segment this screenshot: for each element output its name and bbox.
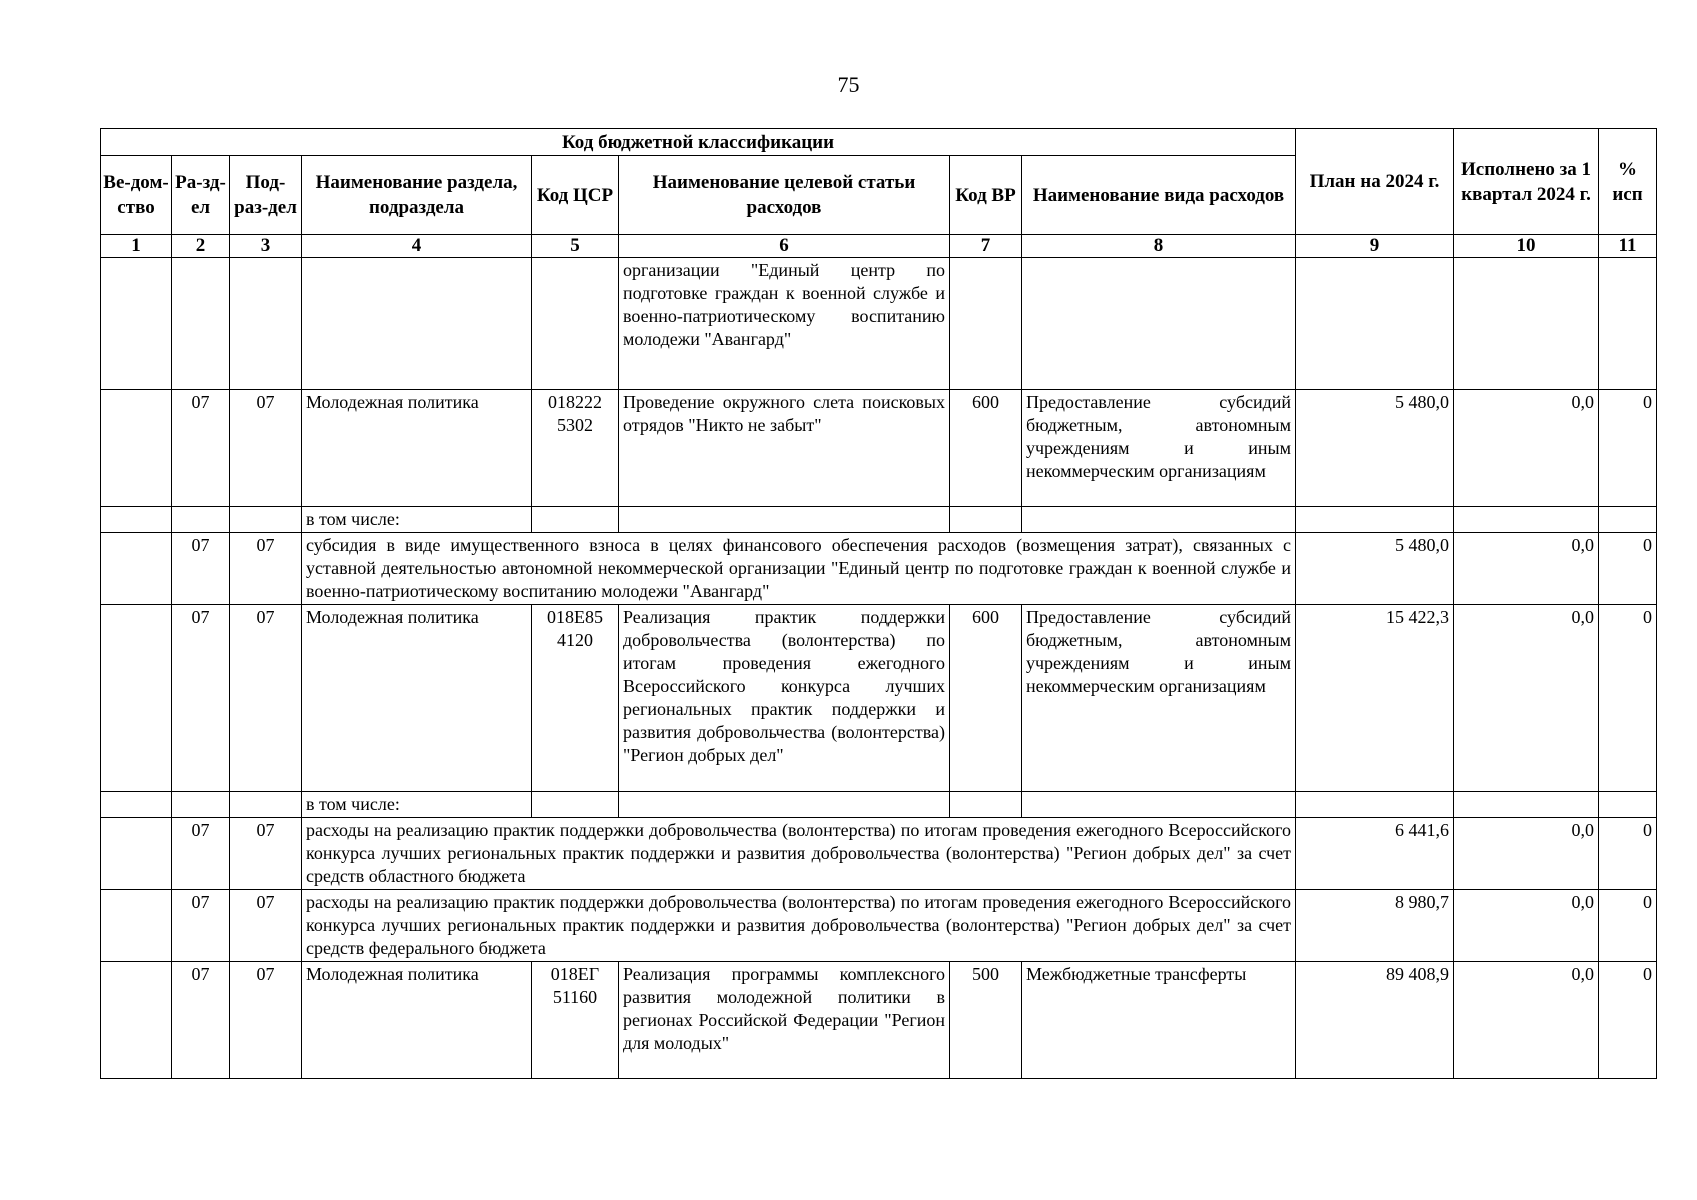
razdel-cell: 07: [172, 533, 230, 605]
pct-cell: 0: [1599, 962, 1657, 1079]
vr-name-cell: Предоставление субсидий бюджетным, автономным учреждениям и иным некоммерческим организациям: [1022, 605, 1296, 792]
vr-cell: 600: [950, 390, 1022, 507]
razdel-cell: 07: [172, 962, 230, 1079]
column-number: 3: [230, 235, 302, 258]
column-number: 10: [1454, 235, 1599, 258]
podrazdel-cell: 07: [230, 818, 302, 890]
budget-table: [100, 128, 1657, 1079]
vr-name-cell: Предоставление субсидий бюджетным, автономным учреждениям и иным некоммерческим организациям: [1022, 390, 1296, 507]
podrazdel-cell: 07: [230, 890, 302, 962]
table-row: [101, 890, 1657, 962]
pct-cell: 0: [1599, 605, 1657, 792]
target-name-cell: Проведение окружного слета поисковых отрядов "Никто не забыт": [619, 390, 950, 507]
section-name-cell: Молодежная политика: [302, 390, 532, 507]
razdel-cell: 07: [172, 605, 230, 792]
merged-description-cell: расходы на реализацию практик поддержки добровольчества (волонтерства) по итогам проведения ежегодного Всероссийского конкурса лучших региональных практик поддержки и развития добровольчества (волонтерства) "Регион добрых дел" за счет средств областного бюджета: [302, 818, 1296, 890]
section-name-cell: Молодежная политика: [302, 605, 532, 792]
header-done: Исполнено за 1 квартал 2024 г.: [1454, 129, 1599, 235]
podrazdel-cell: 07: [230, 390, 302, 507]
plan-cell: 5 480,0: [1296, 390, 1454, 507]
column-number: 7: [950, 235, 1022, 258]
merged-description-cell: субсидия в виде имущественного взноса в целях финансового обеспечения расходов (возмещения затрат), связанных с уставной деятельностью автономной некоммерческой организации "Единый центр по подготовке граждан к военной службе и военно-патриотическому воспитанию молодежи "Авангард": [302, 533, 1296, 605]
vr-name-cell: Межбюджетные трансферты: [1022, 962, 1296, 1079]
column-number: 6: [619, 235, 950, 258]
done-cell: 0,0: [1454, 962, 1599, 1079]
subtotal-label: в том числе:: [302, 507, 532, 533]
razdel-cell: 07: [172, 818, 230, 890]
subtotal-label: в том числе:: [302, 792, 532, 818]
column-number: 8: [1022, 235, 1296, 258]
plan-cell: 8 980,7: [1296, 890, 1454, 962]
done-cell: 0,0: [1454, 818, 1599, 890]
pct-cell: 0: [1599, 818, 1657, 890]
podrazdel-cell: 07: [230, 605, 302, 792]
header-csr: Код ЦСР: [532, 156, 619, 235]
done-cell: 0,0: [1454, 533, 1599, 605]
header-target-name: Наименование целевой статьи расходов: [619, 156, 950, 235]
vr-cell: 500: [950, 962, 1022, 1079]
column-number: 5: [532, 235, 619, 258]
done-cell: 0,0: [1454, 605, 1599, 792]
table-row: [101, 390, 1657, 507]
csr-cell: 018222 5302: [532, 390, 619, 507]
column-number: 2: [172, 235, 230, 258]
plan-cell: 6 441,6: [1296, 818, 1454, 890]
header-section-name: Наименование раздела, подраздела: [302, 156, 532, 235]
table-row: [101, 605, 1657, 792]
plan-cell: 89 408,9: [1296, 962, 1454, 1079]
pct-cell: 0: [1599, 533, 1657, 605]
razdel-cell: 07: [172, 890, 230, 962]
page-number: 75: [837, 72, 860, 97]
column-number: 1: [101, 235, 172, 258]
table-row: [101, 792, 1657, 818]
done-cell: 0,0: [1454, 890, 1599, 962]
header-plan: План на 2024 г.: [1296, 129, 1454, 235]
done-cell: 0,0: [1454, 390, 1599, 507]
header-vr: Код ВР: [950, 156, 1022, 235]
target-name-cell: Реализация программы комплексного развития молодежной политики в регионах Российской Федерации "Регион для молодых": [619, 962, 950, 1079]
table-row: [101, 507, 1657, 533]
header-podrazdel: Под-раз-дел: [230, 156, 302, 235]
section-name-cell: Молодежная политика: [302, 962, 532, 1079]
razdel-cell: 07: [172, 390, 230, 507]
vr-cell: 600: [950, 605, 1022, 792]
header-razdel: Ра-зд-ел: [172, 156, 230, 235]
column-number: 4: [302, 235, 532, 258]
table-row: [101, 258, 1657, 390]
group-header: Код бюджетной классификации: [101, 129, 1296, 156]
podrazdel-cell: 07: [230, 962, 302, 1079]
column-number: 9: [1296, 235, 1454, 258]
pct-cell: 0: [1599, 890, 1657, 962]
csr-cell: 018ЕГ 51160: [532, 962, 619, 1079]
target-name-cell: Реализация практик поддержки добровольчества (волонтерства) по итогам проведения ежегодного Всероссийского конкурса лучших региональных практик поддержки и развития добровольчества (волонтерства) "Регион добрых дел": [619, 605, 950, 792]
merged-description-cell: расходы на реализацию практик поддержки добровольчества (волонтерства) по итогам проведения ежегодного Всероссийского конкурса лучших региональных практик поддержки и развития добровольчества (волонтерства) "Регион добрых дел" за счет средств федерального бюджета: [302, 890, 1296, 962]
podrazdel-cell: 07: [230, 533, 302, 605]
column-number: 11: [1599, 235, 1657, 258]
pct-cell: 0: [1599, 390, 1657, 507]
table-row: [101, 533, 1657, 605]
csr-cell: 018Е85 4120: [532, 605, 619, 792]
header-pct: % исп: [1599, 129, 1657, 235]
header-vedomstvo: Ве-дом-ство: [101, 156, 172, 235]
header-vr-name: Наименование вида расходов: [1022, 156, 1296, 235]
plan-cell: 15 422,3: [1296, 605, 1454, 792]
plan-cell: 5 480,0: [1296, 533, 1454, 605]
target-name-cell: организации "Единый центр по подготовке граждан к военной службе и военно-патриотическому воспитанию молодежи "Авангард": [619, 258, 950, 390]
table-row: [101, 962, 1657, 1079]
table-row: [101, 818, 1657, 890]
